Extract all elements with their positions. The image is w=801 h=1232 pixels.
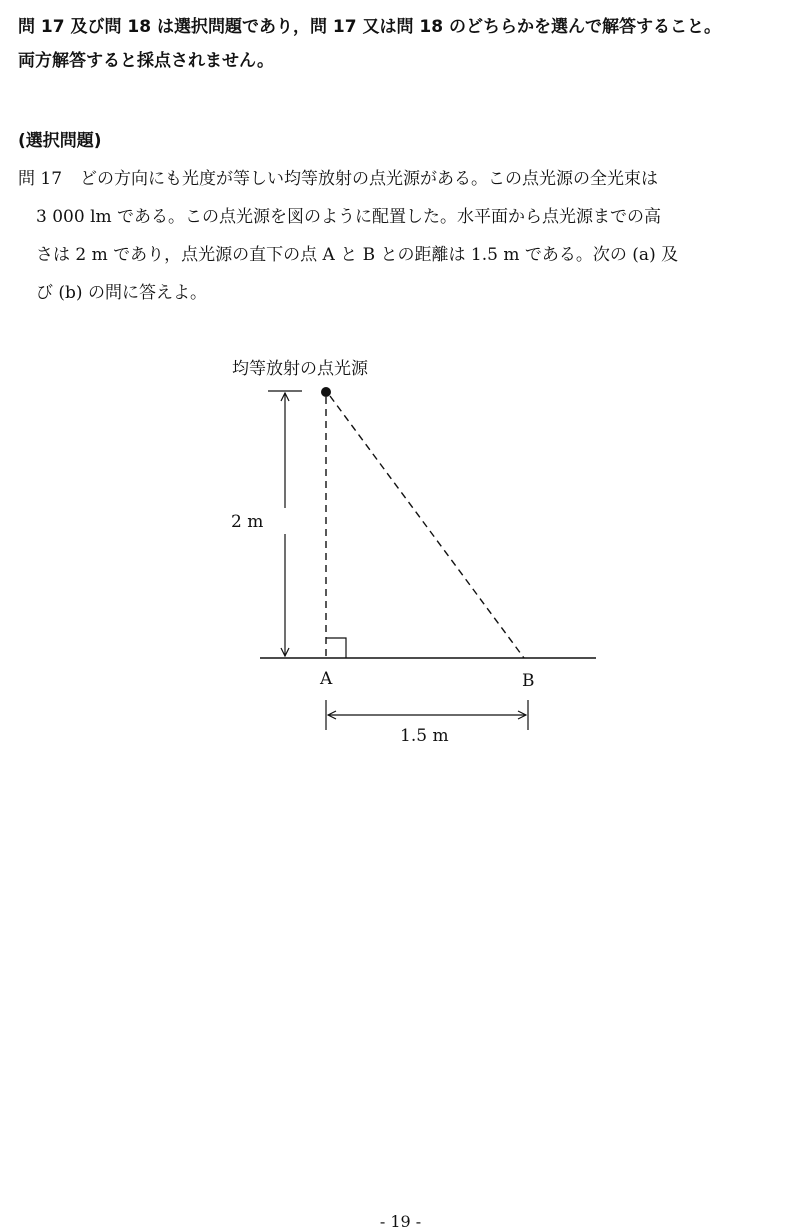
height-label-bg	[262, 508, 288, 534]
slant-dashed-line	[330, 396, 524, 658]
question-text-1: どの方向にも光度が等しい均等放射の点光源がある。この点光源の全光束は	[80, 169, 659, 189]
source-label: 均等放射の点光源	[232, 359, 368, 379]
question-line-2: 3 000 lm である。この点光源を図のように配置した。水平面から点光源までの高	[36, 207, 662, 227]
notice-line-1: 問 17 及び問 18 は選択問題であり，問 17 又は問 18 のどちらかを選んで解答すること。	[18, 17, 721, 37]
question-number: 問 17	[18, 169, 63, 189]
page-number: - 19 -	[379, 1212, 422, 1231]
point-b-label: B	[522, 671, 535, 691]
question-line-3: さは 2 m であり，点光源の直下の点 A と B との距離は 1.5 m である。次の (a) 及	[36, 245, 679, 265]
height-label: 2 m	[231, 512, 264, 532]
distance-label: 1.5 m	[400, 726, 449, 746]
question-line-4: び (b) の問に答えよ。	[36, 283, 207, 303]
section-label: (選択問題)	[18, 131, 102, 151]
notice-line-2: 両方解答すると採点されません。	[18, 51, 275, 71]
right-angle-marker	[326, 638, 346, 658]
point-light-source	[321, 387, 331, 397]
point-a-label: A	[320, 669, 333, 689]
